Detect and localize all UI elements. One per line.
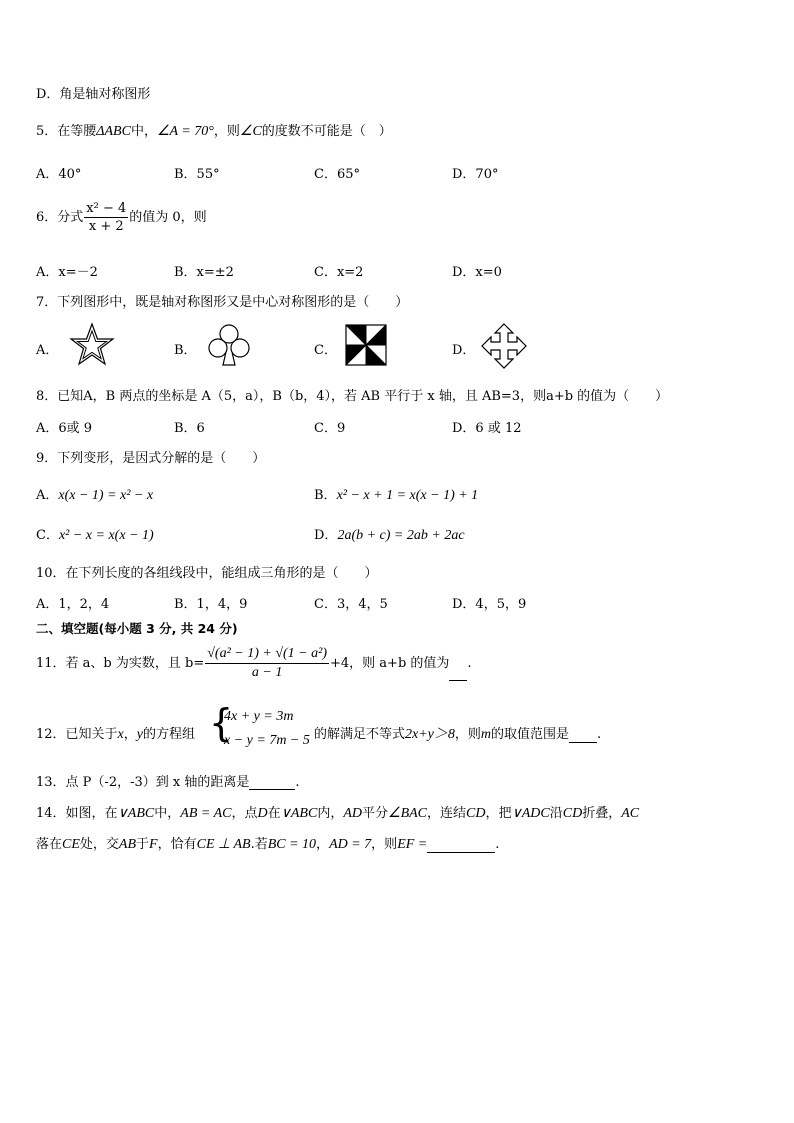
q14-point-f: F: [149, 837, 158, 852]
q14-bc-eq-10: BC = 10: [267, 837, 317, 852]
q14-text-o: .若: [250, 837, 268, 852]
q6-fraction: [84, 201, 128, 234]
q14-text-k: 落在: [36, 837, 63, 852]
q9-option-c-label: C．: [36, 528, 59, 543]
q14-angle-bac: ∠BAC: [388, 806, 428, 821]
q5-option-d: D．70°: [452, 167, 499, 182]
q14-segment-ac: AC: [621, 806, 640, 821]
q14-ab-eq-ac: AB = AC: [180, 806, 232, 821]
q12-stem-a: 12．已知关于: [36, 727, 118, 742]
q14-ad-eq-7: AD = 7: [329, 837, 372, 852]
club-icon: [206, 322, 252, 368]
q11-numerator: √(a² − 1) + √(1 − a²): [205, 646, 329, 664]
q6-denominator: x + 2: [88, 219, 124, 234]
q7-option-c-label: C．: [314, 343, 337, 358]
q14-answer-blank: [427, 837, 495, 853]
q14-text-d: 在: [267, 806, 281, 821]
q12-stem-b: 的方程组: [143, 727, 196, 742]
q14-text-r: .: [495, 837, 500, 852]
q11-stem-c: .: [467, 656, 472, 671]
q14-text-j: 折叠，: [582, 806, 622, 821]
q9-option-a-label: A．: [36, 488, 59, 503]
q9-option-d-expr: 2a(b + c) = 2ab + 2ac: [337, 528, 465, 543]
q12-system-brace: {: [209, 701, 234, 745]
q14-text-m: 于: [136, 837, 150, 852]
q13-stem-b: .: [295, 775, 300, 790]
q9-option-a-expr: x(x − 1) = x² − x: [58, 488, 154, 503]
q14-segment-ad: AD: [343, 806, 362, 821]
q14-text-l: 处，交: [79, 837, 119, 852]
pinwheel-icon: [345, 324, 387, 366]
q5-stem-d: 的度数不可能是（ ）: [261, 124, 392, 139]
q6-option-b: B．x=±2: [174, 265, 234, 280]
q10-option-c: C．3，4，5: [314, 597, 388, 612]
q12-sep: ，: [123, 727, 137, 742]
q8-option-b: B．6: [174, 421, 205, 436]
q14-triangle-abc-2: ∨ABC: [280, 806, 318, 821]
q12-stem-e: 的取值范围是: [491, 727, 570, 742]
q14-point-d: D: [257, 806, 268, 821]
question-5-stem: [36, 120, 392, 140]
q6-numerator: x² − 4: [86, 201, 127, 216]
q6-stem-b: 的值为 0，则: [129, 210, 207, 225]
q14-text-q: ，则: [371, 837, 398, 852]
q10-option-d: D．4，5，9: [452, 597, 527, 612]
q12-var-y: y: [136, 727, 143, 742]
question-9-stem: 9．下列变形，是因式分解的是（ ）: [36, 451, 266, 466]
q7-option-a-label: A．: [36, 343, 59, 358]
q14-text-g: ，连结: [427, 806, 467, 821]
q5-stem-a: 5．在等腰: [36, 124, 97, 139]
q5-angle-c: ∠C: [239, 124, 262, 139]
q6-stem-a: 6．分式: [36, 210, 84, 225]
q12-var-x: x: [117, 727, 124, 742]
q9-option-c-expr: x² − x = x(x − 1): [58, 528, 154, 543]
q14-text-a: 14．如图，在: [36, 806, 118, 821]
q12-stem-f: .: [597, 727, 602, 742]
q14-triangle-abc: ∨ABC: [117, 806, 155, 821]
q14-ef: EF =: [397, 837, 428, 852]
q12-equation-2: x − y = 7m − 5: [224, 733, 310, 748]
q8-option-c: C．9: [314, 421, 346, 436]
q5-condition: ∠A = 70°: [156, 124, 214, 139]
q14-text-p: ，: [316, 837, 330, 852]
q12-stem-d: ，则: [454, 727, 481, 742]
question-8-stem: 8．已知A，B 两点的坐标是 A（5，a），B（b，4），若 AB 平行于 x 轴，且 AB=3，则a+b 的值为（ ）: [36, 389, 669, 404]
q5-option-b: B．55°: [174, 167, 220, 182]
q12-equation-1: 4x + y = 3m: [224, 709, 294, 724]
q14-text-e: 内，: [317, 806, 344, 821]
section-2-heading: 二、填空题(每小题 3 分, 共 24 分): [36, 621, 238, 636]
double-star-icon: [68, 322, 116, 368]
q10-option-a: A．1，2，4: [36, 597, 110, 612]
q12-answer-blank: [569, 727, 597, 743]
question-11-stem: [36, 646, 472, 681]
q14-text-n: ，恰有: [157, 837, 197, 852]
q14-segment-cd-2: CD: [562, 806, 583, 821]
q14-segment-cd: CD: [466, 806, 486, 821]
question-12-stem-b: [314, 723, 601, 743]
q9-option-b: [314, 484, 478, 504]
q12-stem-c: 的解满足不等式: [314, 727, 406, 742]
q5-stem-b: 中，: [130, 124, 157, 139]
q14-text-b: 中，: [154, 806, 181, 821]
q5-option-a: A．40°: [36, 167, 82, 182]
question-10-stem: 10．在下列长度的各组线段中，能组成三角形的是（ ）: [36, 566, 378, 581]
q13-stem-a: 13．点 P（-2，-3）到 x 轴的距离是: [36, 775, 250, 790]
question-14-line-1: [36, 802, 639, 822]
q11-answer-blank: [449, 665, 467, 681]
q11-stem-a: 11．若 a、b 为实数，且 b=: [36, 656, 205, 671]
q9-option-d-label: D．: [314, 528, 338, 543]
q11-fraction: [205, 646, 329, 681]
q5-triangle: ΔABC: [96, 124, 131, 139]
q5-stem-c: ，则: [213, 124, 240, 139]
question-14-line-2: [36, 833, 499, 853]
q9-option-c: [36, 524, 154, 544]
q11-stem-b: +4，则 a+b 的值为: [330, 656, 450, 671]
q14-triangle-adc: ∨ADC: [511, 806, 550, 821]
question-7-stem: 7．下列图形中，既是轴对称图形又是中心对称图形的是（ ）: [36, 295, 409, 310]
q8-option-a: A．6或 9: [36, 421, 93, 436]
q14-text-c: ，点: [231, 806, 258, 821]
q13-answer-blank: [249, 774, 295, 790]
q10-option-b: B．1，4，9: [174, 597, 248, 612]
q6-option-c: C．x=2: [314, 265, 364, 280]
four-way-arrow-icon: [480, 322, 528, 370]
q12-inequality: 2x+y＞8: [405, 727, 455, 742]
q9-option-b-expr: x² − x + 1 = x(x − 1) + 1: [336, 488, 479, 503]
q9-option-a: [36, 484, 153, 504]
q14-text-i: 沿: [549, 806, 563, 821]
q6-option-d: D．x=0: [452, 265, 502, 280]
q8-option-d: D．6 或 12: [452, 421, 522, 436]
q14-segment-ab: AB: [118, 837, 137, 852]
q12-var-m: m: [480, 727, 492, 742]
q7-option-d-label: D．: [452, 343, 476, 358]
q14-ce-perp-ab: CE ⊥ AB: [196, 837, 251, 852]
q14-text-h: ，把: [485, 806, 512, 821]
q4-option-d: D．角是轴对称图形: [36, 87, 151, 102]
question-13-stem: [36, 771, 300, 790]
q14-text-f: 平分: [362, 806, 389, 821]
question-12-stem-a: [36, 723, 195, 743]
q6-option-a: A．x=－2: [36, 265, 98, 280]
q5-option-c: C．65°: [314, 167, 360, 182]
q14-segment-ce: CE: [62, 837, 80, 852]
q7-option-b-label: B．: [174, 343, 197, 358]
q11-denominator: a − 1: [251, 665, 283, 680]
q9-option-d: [314, 524, 465, 544]
question-6-stem: [36, 201, 207, 234]
q9-option-b-label: B．: [314, 488, 337, 503]
